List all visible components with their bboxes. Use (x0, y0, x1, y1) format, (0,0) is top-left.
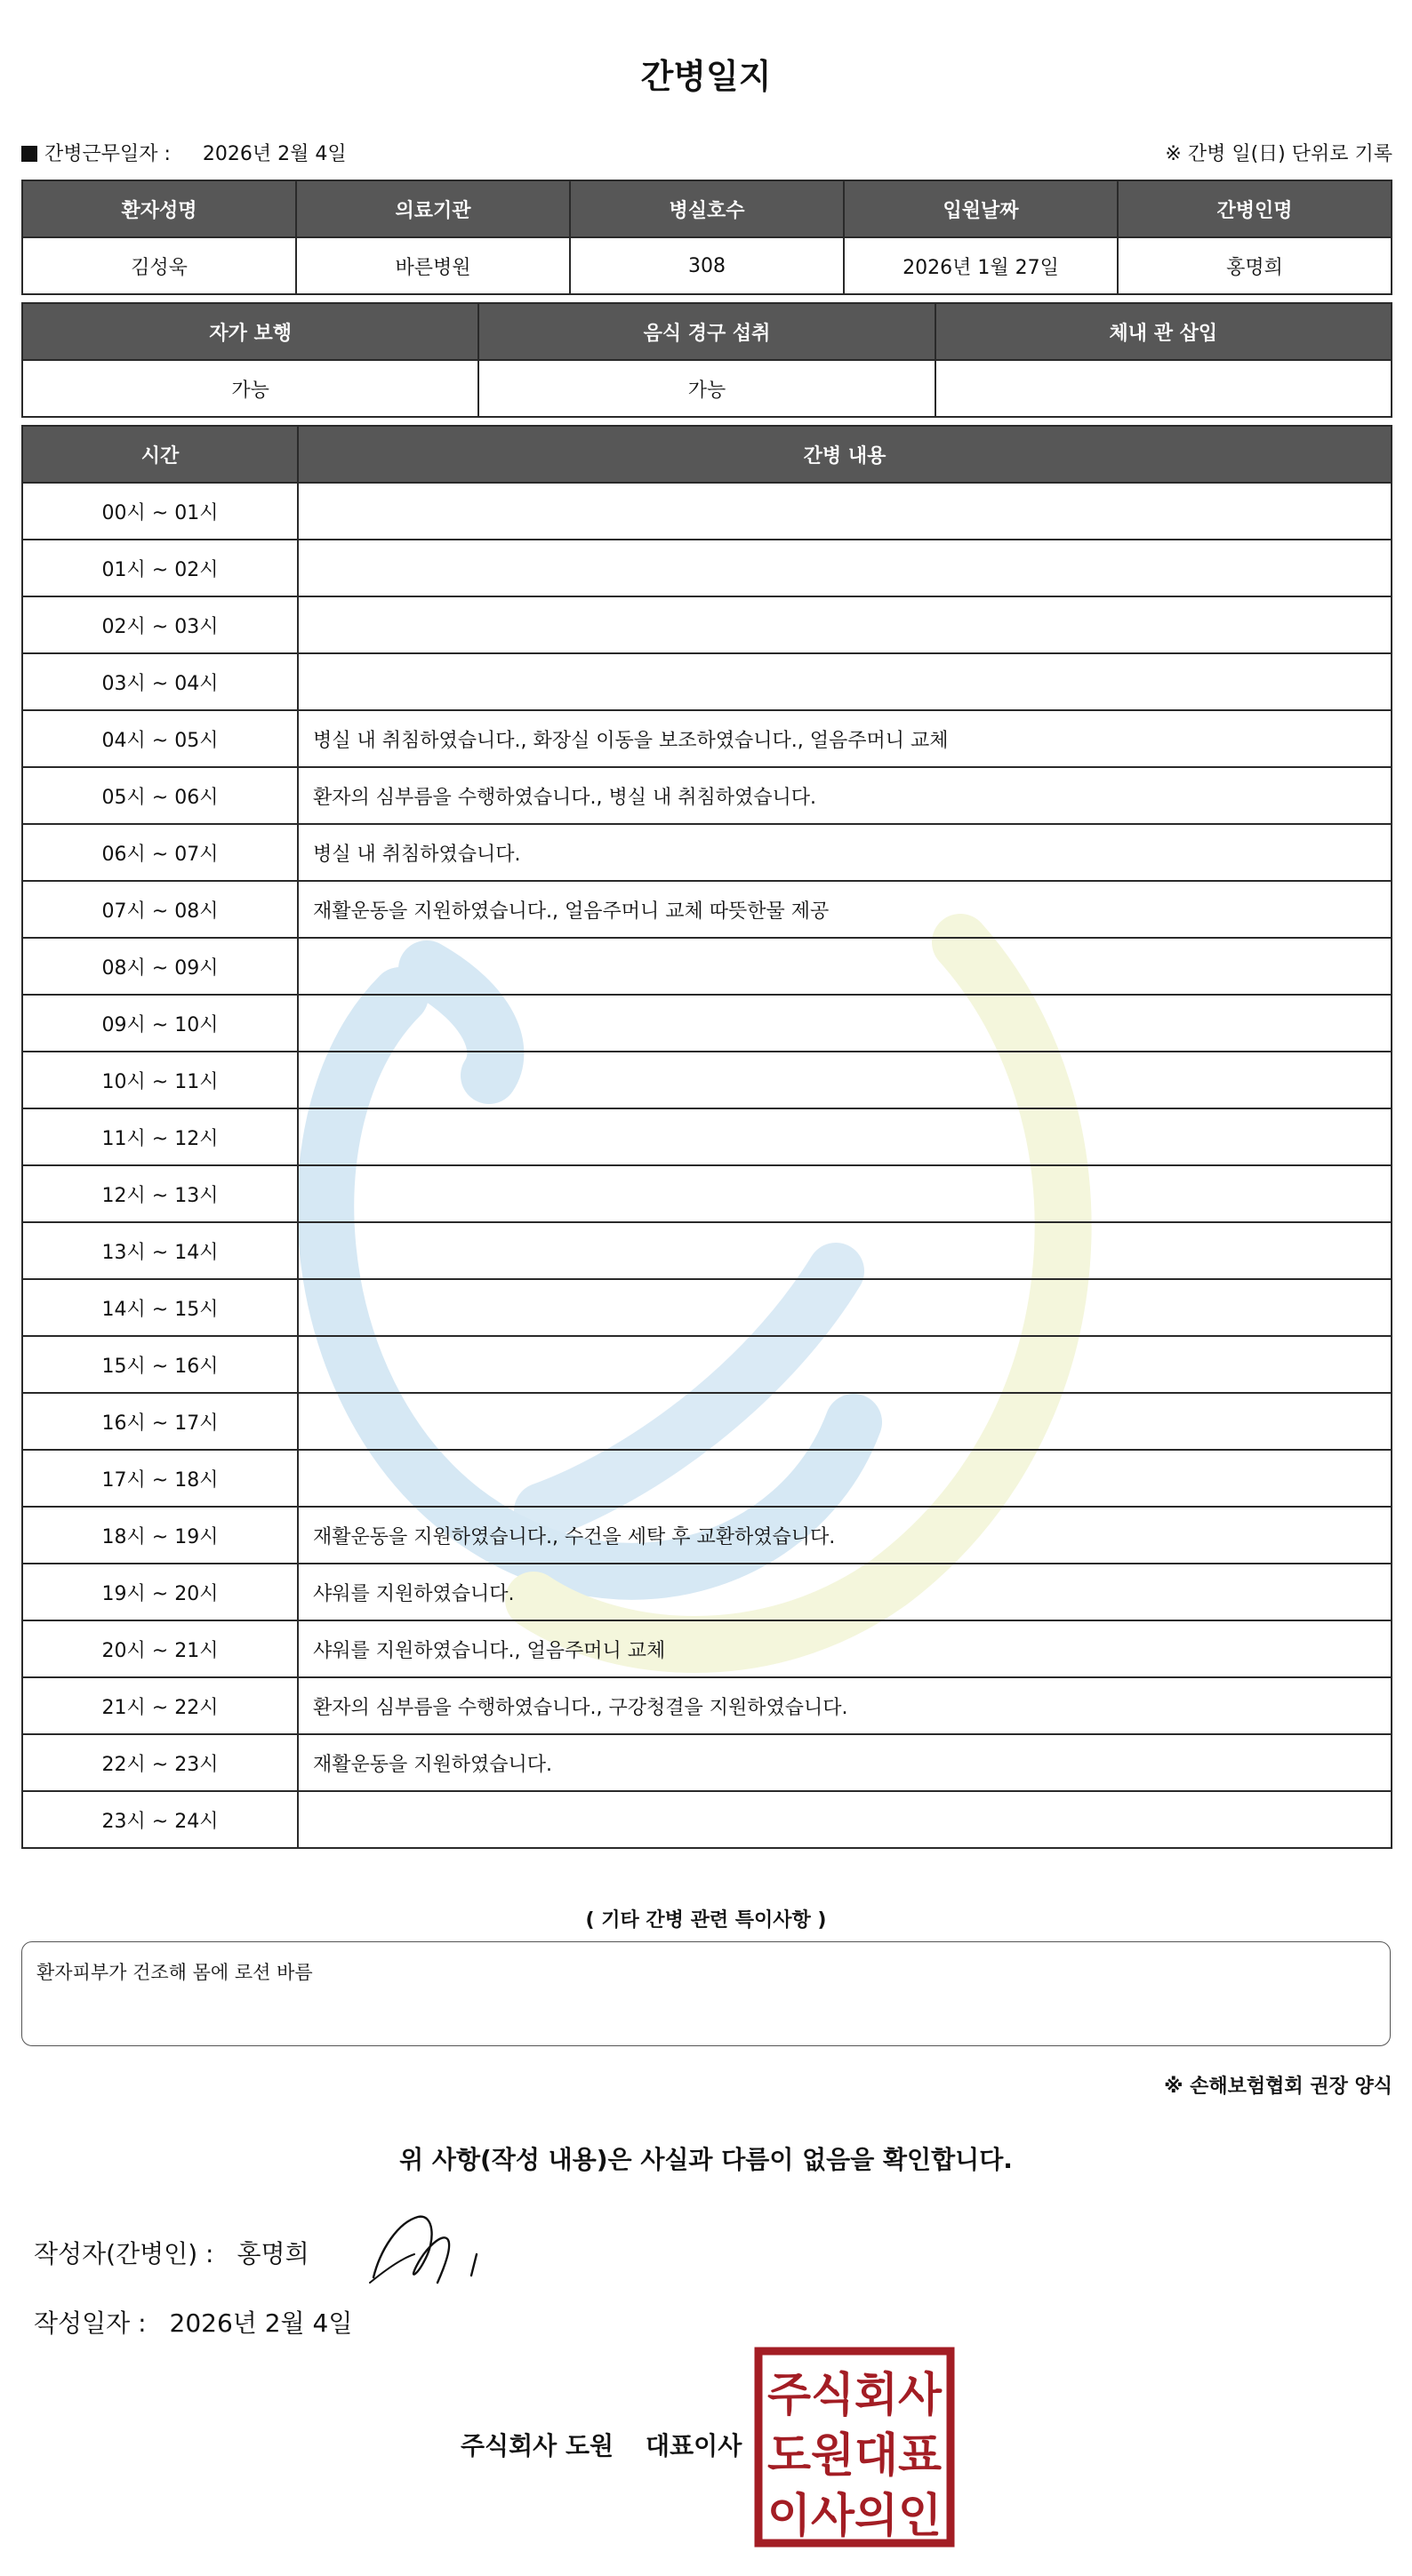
header-room: 병실호수 (570, 180, 844, 237)
time-slot: 10시 ~ 11시 (22, 1052, 298, 1108)
time-slot: 14시 ~ 15시 (22, 1279, 298, 1336)
care-content (298, 1393, 1392, 1450)
table-row (22, 596, 1392, 653)
write-date-value: 2026년 2월 4일 (169, 2308, 353, 2338)
log-table-body (22, 483, 1392, 1848)
header-caregiver: 간병인명 (1118, 180, 1392, 237)
table-row (22, 881, 1392, 938)
time-slot: 08시 ~ 09시 (22, 938, 298, 995)
care-content: 환자의 심부름을 수행하였습니다., 병실 내 취침하였습니다. (298, 767, 1392, 824)
work-date-value: 2026년 2월 4일 (202, 143, 347, 165)
table-row (22, 653, 1392, 710)
table-row (22, 1393, 1392, 1450)
time-slot: 05시 ~ 06시 (22, 767, 298, 824)
care-content (298, 1108, 1392, 1165)
time-slot: 11시 ~ 12시 (22, 1108, 298, 1165)
care-content: 환자의 심부름을 수행하였습니다., 구강청결을 지원하였습니다. (298, 1677, 1392, 1734)
time-slot: 15시 ~ 16시 (22, 1336, 298, 1393)
table-row (22, 710, 1392, 767)
writer-label: 작성자(간병인) : (34, 2239, 214, 2268)
care-content (298, 596, 1392, 653)
recommend-note: ※ 손해보험협회 권장 양식 (1164, 2076, 1392, 2098)
care-content (298, 653, 1392, 710)
company-line (461, 2427, 742, 2462)
header-time: 시간 (22, 426, 298, 483)
oral-intake-status: 가능 (478, 360, 935, 417)
room-number: 308 (570, 237, 844, 294)
table-row (22, 1165, 1392, 1222)
tube-insertion-status (935, 360, 1392, 417)
table-row (22, 767, 1392, 824)
write-date-label: 작성일자 : (34, 2308, 147, 2338)
care-content (298, 1222, 1392, 1279)
patient-name: 김성욱 (22, 237, 296, 294)
care-content: 재활운동을 지원하였습니다. (298, 1734, 1392, 1791)
table-row (22, 1507, 1392, 1564)
hospital: 바른병원 (296, 237, 570, 294)
record-unit-note: ※ 간병 일(日) 단위로 기록 (1165, 143, 1392, 165)
writer-line (34, 2235, 309, 2270)
time-slot: 16시 ~ 17시 (22, 1393, 298, 1450)
company-seal-stamp (754, 2347, 955, 2548)
confirmation-statement: 위 사항(작성 내용)은 사실과 다름이 없음을 확인합니다. (399, 2145, 1013, 2174)
care-content: 병실 내 취침하였습니다., 화장실 이동을 보조하였습니다., 얼음주머니 교체 (298, 710, 1392, 767)
time-slot: 00시 ~ 01시 (22, 483, 298, 540)
care-content (298, 483, 1392, 540)
care-content: 재활운동을 지원하였습니다., 수건을 세탁 후 교환하였습니다. (298, 1507, 1392, 1564)
time-slot: 01시 ~ 02시 (22, 540, 298, 596)
work-date-label: 간병근무일자 : (44, 143, 171, 165)
table-row (22, 938, 1392, 995)
table-row (22, 1564, 1392, 1620)
care-content (298, 938, 1392, 995)
walking-status: 가능 (22, 360, 478, 417)
header-hospital: 의료기관 (296, 180, 570, 237)
patient-status-table (21, 302, 1392, 418)
time-slot: 02시 ~ 03시 (22, 596, 298, 653)
care-content (298, 1791, 1392, 1848)
handwritten-signature (363, 2204, 496, 2293)
table-row (22, 540, 1392, 596)
table-row (22, 483, 1392, 540)
time-slot: 06시 ~ 07시 (22, 824, 298, 881)
care-content (298, 1336, 1392, 1393)
time-slot: 12시 ~ 13시 (22, 1165, 298, 1222)
caregiver-name: 홍명희 (1118, 237, 1392, 294)
table-row (22, 1336, 1392, 1393)
svg-text:주식회사: 주식회사 (767, 2369, 943, 2422)
time-slot: 09시 ~ 10시 (22, 995, 298, 1052)
company-representative: 대표이사 (646, 2431, 742, 2460)
header-patient-name: 환자성명 (22, 180, 296, 237)
care-content: 샤워를 지원하였습니다. (298, 1564, 1392, 1620)
care-content (298, 1052, 1392, 1108)
time-slot: 07시 ~ 08시 (22, 881, 298, 938)
table-row (22, 1677, 1392, 1734)
time-slot: 17시 ~ 18시 (22, 1450, 298, 1507)
header-oral-intake: 음식 경구 섭취 (478, 303, 935, 360)
care-content: 병실 내 취침하였습니다. (298, 824, 1392, 881)
svg-text:도원대표: 도원대표 (767, 2429, 942, 2483)
table-row (22, 1052, 1392, 1108)
patient-info-table (21, 180, 1392, 295)
care-content: 샤워를 지원하였습니다., 얼음주머니 교체 (298, 1620, 1392, 1677)
work-date-line (21, 139, 347, 166)
table-row (22, 1279, 1392, 1336)
svg-text:이사의인: 이사의인 (767, 2490, 942, 2543)
page-title: 간병일지 (640, 57, 772, 96)
time-slot: 03시 ~ 04시 (22, 653, 298, 710)
table-row (22, 824, 1392, 881)
write-date-line (34, 2304, 352, 2340)
header-tube-insertion: 체내 관 삽입 (935, 303, 1392, 360)
table-row (22, 1222, 1392, 1279)
time-slot: 23시 ~ 24시 (22, 1791, 298, 1848)
table-row (22, 1791, 1392, 1848)
care-content: 재활운동을 지원하였습니다., 얼음주머니 교체 따뜻한물 제공 (298, 881, 1392, 938)
time-slot: 21시 ~ 22시 (22, 1677, 298, 1734)
writer-name: 홍명희 (237, 2239, 309, 2268)
time-slot: 04시 ~ 05시 (22, 710, 298, 767)
time-slot: 20시 ~ 21시 (22, 1620, 298, 1677)
care-content (298, 1165, 1392, 1222)
table-row (22, 1450, 1392, 1507)
table-row (22, 995, 1392, 1052)
time-slot: 18시 ~ 19시 (22, 1507, 298, 1564)
company-name: 주식회사 도원 (461, 2431, 614, 2460)
table-row (22, 1734, 1392, 1791)
special-notes-title: ( 기타 간병 관련 특이사항 ) (585, 1909, 827, 1932)
header-walking: 자가 보행 (22, 303, 478, 360)
care-content (298, 540, 1392, 596)
table-row (22, 1620, 1392, 1677)
care-content (298, 1450, 1392, 1507)
care-content (298, 1279, 1392, 1336)
square-bullet-icon (21, 146, 37, 162)
table-row (22, 1108, 1392, 1165)
header-care-content: 간병 내용 (298, 426, 1392, 483)
care-content (298, 995, 1392, 1052)
time-slot: 13시 ~ 14시 (22, 1222, 298, 1279)
special-notes-box: 환자피부가 건조해 몸에 로션 바름 (21, 1941, 1391, 2046)
hourly-care-log-table (21, 425, 1392, 1849)
time-slot: 19시 ~ 20시 (22, 1564, 298, 1620)
header-admission-date: 입원날짜 (844, 180, 1118, 237)
time-slot: 22시 ~ 23시 (22, 1734, 298, 1791)
admission-date: 2026년 1월 27일 (844, 237, 1118, 294)
